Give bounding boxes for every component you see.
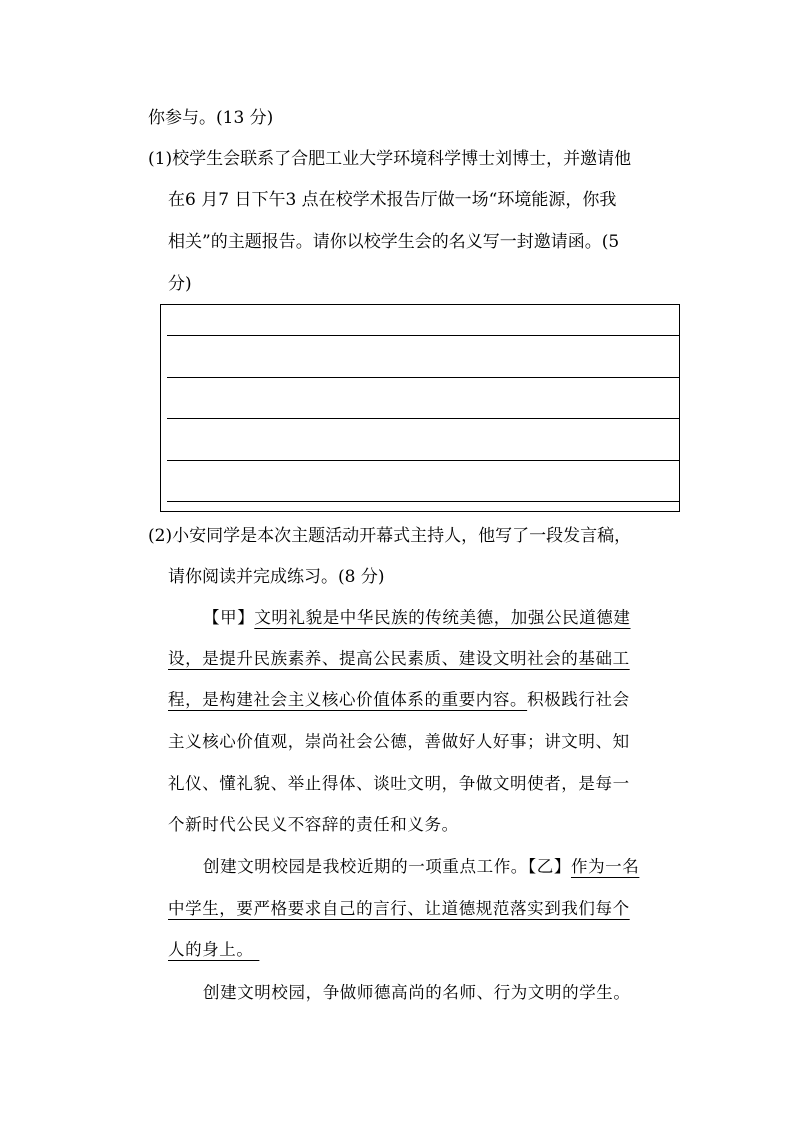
marker-yi: 【乙】	[527, 857, 571, 876]
q1-line-4: 分)	[168, 274, 192, 294]
writing-line	[167, 501, 679, 502]
underline-tail	[254, 939, 268, 961]
q2-line-1: (2)小安同学是本次主题活动开幕式主持人，他写了一段发言稿，	[148, 526, 632, 546]
passage-line-7	[203, 856, 639, 878]
underlined-sentence-jia: 程，是构建社会主义核心价值体系的重要内容。	[168, 690, 528, 709]
writing-line	[167, 377, 679, 378]
passage-line-3	[168, 689, 630, 711]
passage-line-1	[203, 607, 631, 629]
writing-line	[167, 418, 679, 419]
answer-writing-box[interactable]	[160, 304, 680, 512]
q1-line-3: 相关”的主题报告。请你以校学生会的名义写一封邀请函。(5	[168, 232, 620, 252]
q1-line-1: (1)校学生会联系了合肥工业大学环境科学博士刘博士，并邀请他	[148, 149, 632, 169]
passage-text: 创建文明校园是我校近期的一项重点工作。	[203, 857, 528, 876]
passage-line-4: 主义核心价值观，崇尚社会公德，善做好人好事；讲文明、知	[168, 732, 630, 751]
passage-line-10: 创建文明校园，争做师德高尚的名师、行为文明的学生。	[203, 983, 631, 1002]
passage-line-2	[168, 648, 630, 670]
writing-line	[167, 460, 679, 461]
underlined-sentence-yi: 人的身上。	[168, 940, 254, 959]
q2-line-2: 请你阅读并完成练习。(8 分)	[168, 567, 385, 587]
q1-line-2: 在6 月7 日下午3 点在校学术报告厅做一场“环境能源，你我	[168, 190, 617, 210]
passage-line-6: 个新时代公民义不容辞的责任和义务。	[168, 815, 459, 834]
passage-text: 积极践行社会	[527, 690, 630, 709]
underlined-sentence-yi: 作为一名	[570, 857, 640, 876]
underlined-sentence-jia: 设，是提升民族素养、提高公民素质、建设文明社会的基础工	[168, 649, 630, 668]
writing-line	[167, 335, 679, 336]
marker-jia: 【甲】	[203, 608, 255, 627]
intro-line: 你参与。(13 分)	[148, 108, 274, 128]
passage-line-5: 礼仪、懂礼貌、举止得体、谈吐文明，争做文明使者，是每一	[168, 774, 630, 793]
passage-line-9	[168, 939, 268, 961]
passage-line-8	[168, 898, 630, 920]
underlined-sentence-jia: 文明礼貌是中华民族的传统美德，加强公民道德建	[254, 608, 631, 627]
underlined-sentence-yi: 中学生，要严格要求自己的言行、让道德规范落实到我们每个	[168, 899, 630, 918]
